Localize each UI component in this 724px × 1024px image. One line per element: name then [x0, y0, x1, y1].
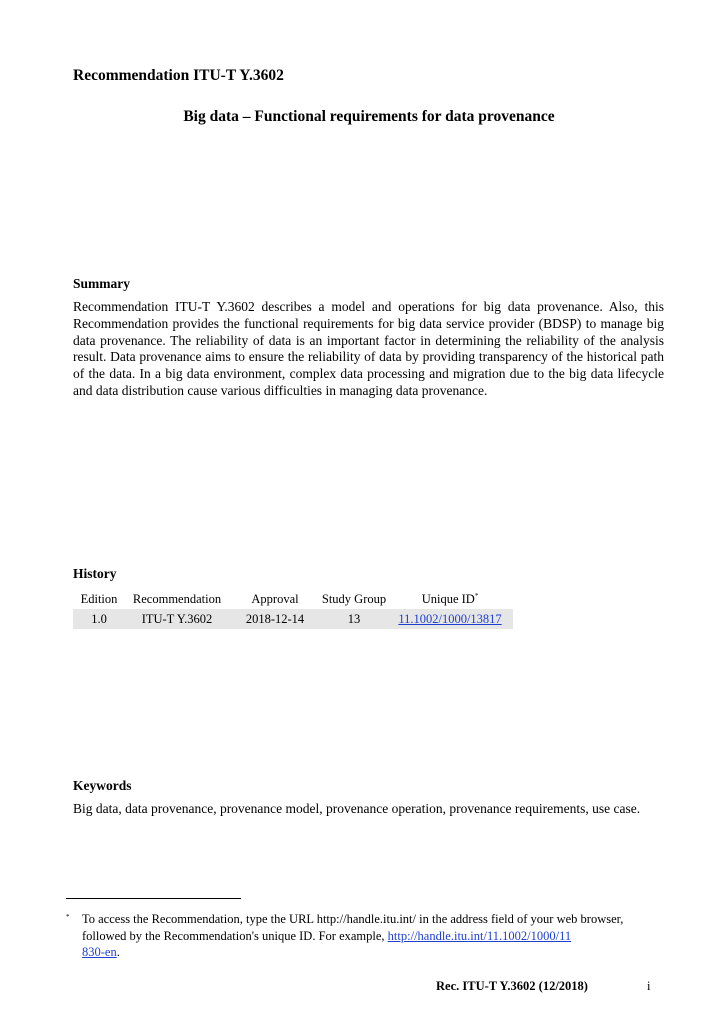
col-unique-id: Unique ID* [421, 591, 479, 606]
footnote-end: . [116, 945, 120, 959]
footnote-example-link[interactable]: http://handle.itu.int/11.1002/1000/11 [387, 928, 572, 943]
cell-study-group: 13 [321, 609, 387, 629]
document-subtitle: Big data – Functional requirements for data provenance [183, 108, 555, 125]
cell-approval: 2018-12-14 [229, 609, 321, 629]
keywords-text: Big data, data provenance, provenance model, provenance operation, provenance requirements, use case. [73, 801, 641, 816]
footnote [66, 911, 666, 961]
footnote-marker: * [474, 591, 479, 600]
history-table [73, 589, 513, 629]
recommendation-title: Recommendation ITU-T Y.3602 [73, 67, 284, 84]
page-number: i [647, 979, 651, 993]
footnote-mark: * [66, 913, 70, 921]
cell-edition: 1.0 [73, 609, 125, 629]
footnote-text: To access the Recommendation, type the URL http://handle.itu.int/ in the address field of your web browser, followed by the Recommendation's unique ID. For example, [82, 912, 624, 943]
cell-unique-id [387, 609, 513, 629]
history-row [73, 609, 513, 629]
summary-heading: Summary [73, 276, 130, 291]
col-edition: Edition [80, 591, 118, 606]
col-recommendation: Recommendation [132, 591, 222, 606]
keywords-heading: Keywords [73, 778, 132, 793]
cell-recommendation: ITU-T Y.3602 [125, 609, 229, 629]
col-study-group: Study Group [321, 591, 387, 606]
unique-id-link[interactable]: 11.1002/1000/13817 [398, 611, 502, 626]
footnote-divider [66, 898, 241, 899]
history-heading: History [73, 566, 117, 581]
summary-text: Recommendation ITU-T Y.3602 describes a model and operations for big data provenance. Also, this Recommendation provides the functional requirements for big data service provider (BDSP) to manage big data provenance. The reliability of data is an important factor in determining the reliability of the analysis result. Data provenance aims to ensure the reliability of data by providing transparency of the historical path of the data. In a big data environment, complex data processing and migration due to the big data lifecycle and data distribution cause various difficulties in managing data provenance. [73, 299, 664, 398]
col-approval: Approval [251, 591, 299, 606]
footer-reference: Rec. ITU-T Y.3602 (12/2018) [436, 979, 588, 993]
footnote-example-link-cont[interactable]: 830-en [82, 945, 117, 959]
history-header-row [73, 589, 513, 609]
